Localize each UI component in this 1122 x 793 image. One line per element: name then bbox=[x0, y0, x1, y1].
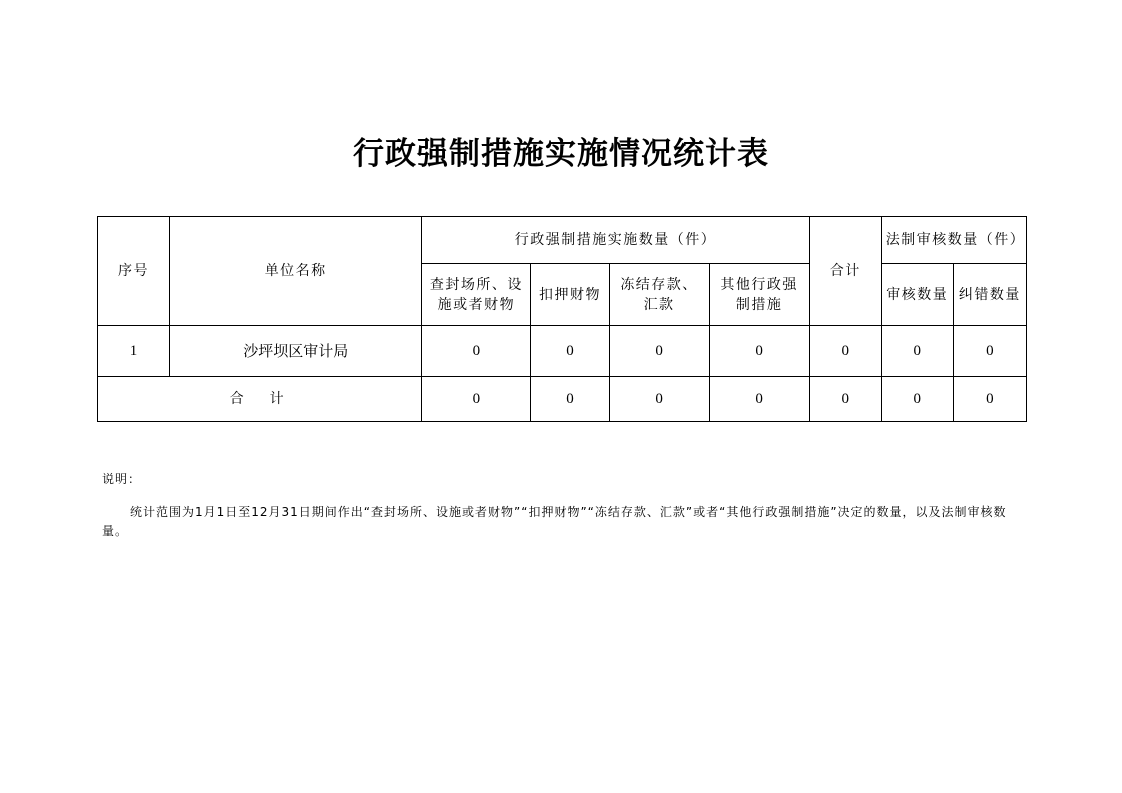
summary-review: 0 bbox=[881, 377, 953, 422]
row-freeze: 0 bbox=[609, 326, 709, 377]
header-correct: 纠错数量 bbox=[953, 264, 1026, 326]
header-review-group: 法制审核数量（件） bbox=[881, 217, 1026, 264]
row-other: 0 bbox=[709, 326, 809, 377]
row-review: 0 bbox=[881, 326, 953, 377]
summary-total: 0 bbox=[809, 377, 881, 422]
header-index: 序号 bbox=[98, 217, 170, 326]
summary-other: 0 bbox=[709, 377, 809, 422]
header-measures-group: 行政强制措施实施数量（件） bbox=[422, 217, 809, 264]
row-total: 0 bbox=[809, 326, 881, 377]
statistics-table bbox=[97, 216, 1027, 422]
summary-freeze: 0 bbox=[609, 377, 709, 422]
row-seal: 0 bbox=[422, 326, 531, 377]
summary-seize: 0 bbox=[531, 377, 609, 422]
header-seize: 扣押财物 bbox=[531, 264, 609, 326]
summary-correct: 0 bbox=[953, 377, 1026, 422]
summary-seal: 0 bbox=[422, 377, 531, 422]
row-unit-name: 沙坪坝区审计局 bbox=[170, 326, 422, 377]
note-text: 统计范围为1月1日至12月31日期间作出“查封场所、设施或者财物”“扣押财物”“冻结存款、汇款”或者“其他行政强制措施”决定的数量，以及法制审核数量。 bbox=[102, 505, 1007, 538]
header-seal: 查封场所、设施或者财物 bbox=[422, 264, 531, 326]
row-seize: 0 bbox=[531, 326, 609, 377]
header-freeze: 冻结存款、汇款 bbox=[609, 264, 709, 326]
page-title: 行政强制措施实施情况统计表 bbox=[353, 136, 769, 172]
header-total: 合计 bbox=[809, 217, 881, 326]
header-review: 审核数量 bbox=[881, 264, 953, 326]
row-correct: 0 bbox=[953, 326, 1026, 377]
header-row-top bbox=[98, 217, 1027, 264]
table-row bbox=[98, 326, 1027, 377]
note-label: 说明： bbox=[102, 472, 142, 486]
row-index: 1 bbox=[98, 326, 170, 377]
summary-label: 合 计 bbox=[98, 377, 422, 422]
header-other: 其他行政强制措施 bbox=[709, 264, 809, 326]
header-unit-name: 单位名称 bbox=[170, 217, 422, 326]
summary-row bbox=[98, 377, 1027, 422]
